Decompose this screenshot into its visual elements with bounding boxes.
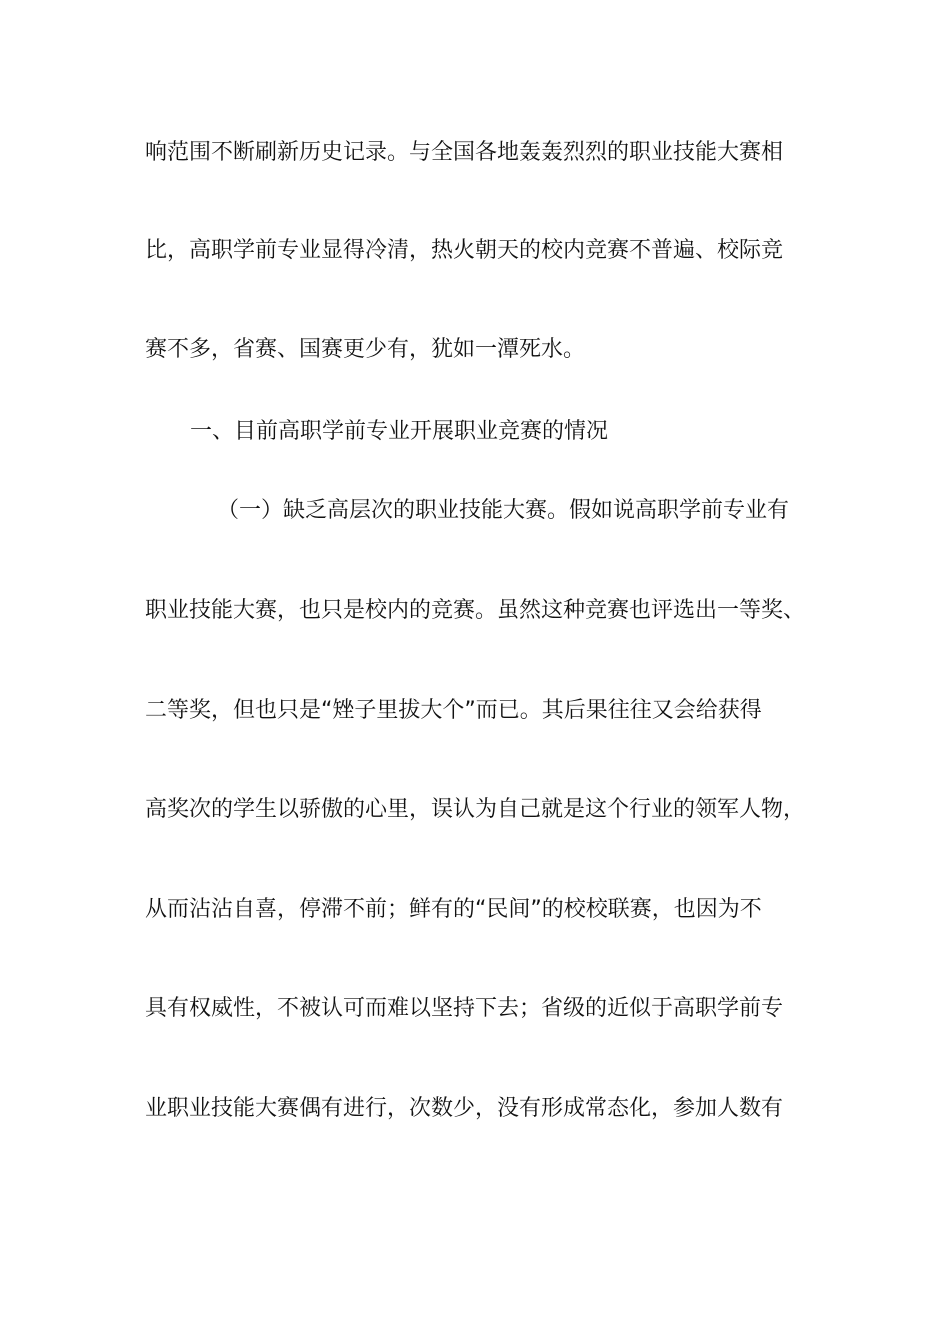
paragraph-line: 从而沾沾自喜，停滞不前；鲜有的“民间”的校校联赛，也因为不: [145, 897, 762, 922]
paragraph-line: 职业技能大赛，也只是校内的竞赛。虽然这种竞赛也评选出一等奖、: [145, 598, 806, 623]
paragraph-line: 比，高职学前专业显得冷清，热火朝天的校内竞赛不普遍、校际竞: [145, 238, 784, 263]
paragraph-line: 业职业技能大赛偶有进行，次数少，没有形成常态化，参加人数有: [145, 1096, 784, 1121]
paragraph-line: 二等奖，但也只是“矬子里拔大个”而已。其后果往往又会给获得: [145, 698, 762, 723]
paragraph-line: 响范围不断刷新历史记录。与全国各地轰轰烈烈的职业技能大赛相: [145, 140, 784, 165]
section-heading: 一、目前高职学前专业开展职业竞赛的情况: [190, 419, 609, 444]
paragraph-line: 高奖次的学生以骄傲的心里，误认为自己就是这个行业的领军人物，: [145, 797, 806, 822]
paragraph-line: 具有权威性，不被认可而难以坚持下去；省级的近似于高职学前专: [145, 996, 784, 1021]
subsection-heading-line: （一）缺乏高层次的职业技能大赛。假如说高职学前专业有: [217, 498, 790, 523]
paragraph-line: 赛不多，省赛、国赛更少有，犹如一潭死水。: [145, 337, 586, 362]
